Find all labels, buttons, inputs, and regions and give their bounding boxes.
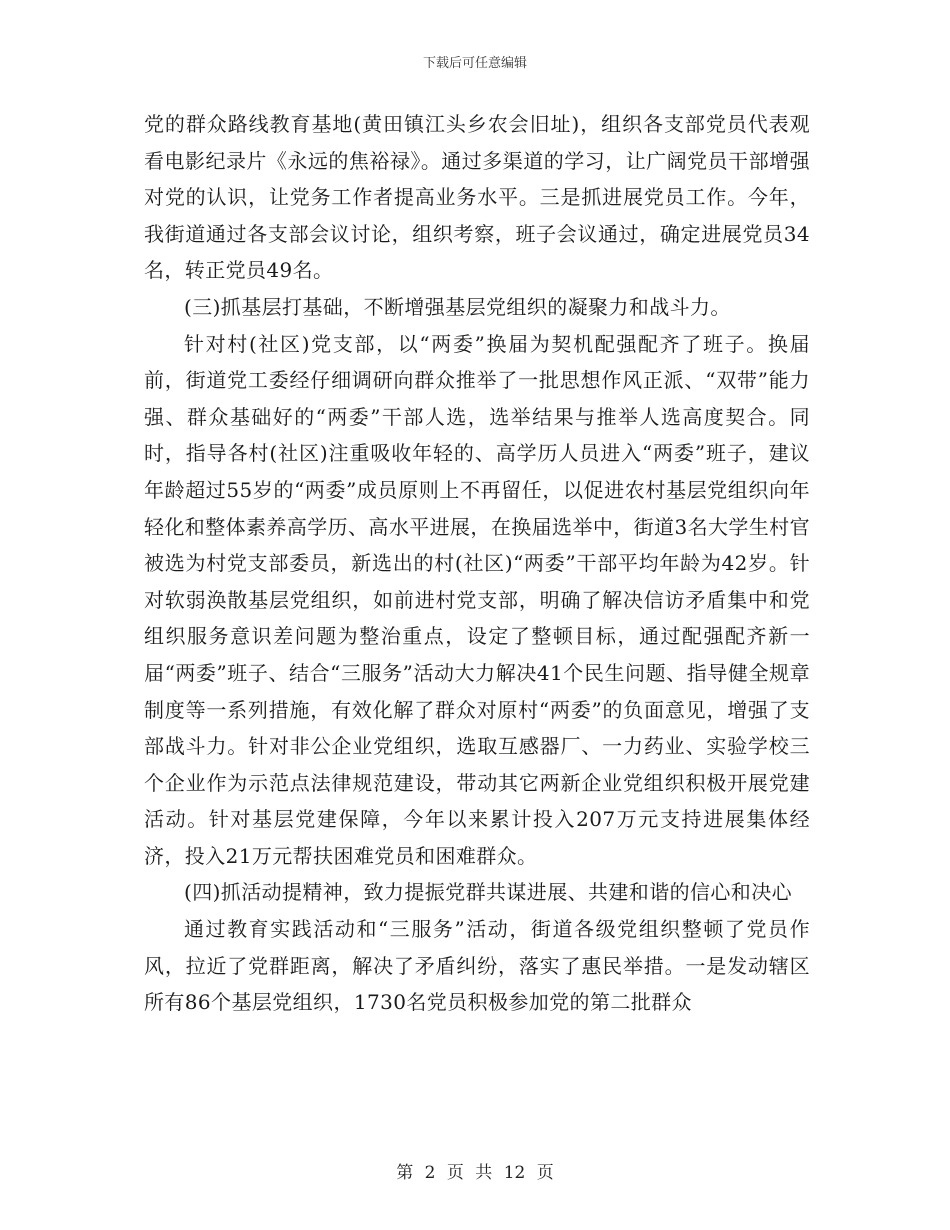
document-body (144, 106, 810, 1021)
paragraph-village-committees: 针对村(社区)党支部，以“两委”换届为契机配强配齐了班子。换届前，街道党工委经仔细调研向群众推举了一批思想作风正派、“双带”能力强、群众基础好的“两委”干部人选，选举结果与推举人选高度契合。同时，指导各村(社区)注重吸收年轻的、高学历人员进入“两委”班子，建议年龄超过55岁的“两委”成员原则上不再留任，以促进农村基层党组织向年轻化和整体素养高学历、高水平进展，在换届选举中，街道3名大学生村官被选为村党支部委员，新选出的村(社区)“两委”干部平均年龄为42岁。针对软弱涣散基层党组织，如前进村党支部，明确了解决信访矛盾集中和党组织服务意识差问题为整治重点，设定了整顿目标，通过配强配齐新一届“两委”班子、结合“三服务”活动大力解决41个民生问题、指导健全规章制度等一系列措施，有效化解了群众对原村“两委”的负面意见，增强了支部战斗力。针对非公企业党组织，选取互感器厂、一力药业、实验学校三个企业作为示范点法律规范建设，带动其它两新企业党组织积极开展党建活动。针对基层党建保障，今年以来累计投入207万元支持进展集体经济，投入21万元帮扶困难党员和困难群众。 (144, 331, 810, 868)
section-heading-3: (三)抓基层打基础，不断增强基层党组织的凝聚力和战斗力。 (184, 294, 731, 319)
page-number-footer: 第 2 页 共 12 页 (396, 1163, 554, 1183)
paragraph-activities: 通过教育实践活动和“三服务”活动，街道各级党组织整顿了党员作风，拉近了党群距离，解决了矛盾纠纷，落实了惠民举措。一是发动辖区所有86个基层党组织，1730名党员积极参加党的第二批群众 (144, 917, 810, 1015)
paragraph-continuation: 党的群众路线教育基地(黄田镇江头乡农会旧址)，组织各支部党员代表观看电影纪录片《永远的焦裕禄》。通过多渠道的学习，让广阔党员干部增强对党的认识，让党务工作者提高业务水平。三是抓进展党员工作。今年，我街道通过各支部会议讨论，组织考察，班子会议通过，确定进展党员34名，转正党员49名。 (144, 112, 810, 283)
page-header: 下载后可任意编辑 (422, 56, 527, 71)
section-heading-4: (四)抓活动提精神，致力提振党群共谋进展、共建和谐的信心和决心 (184, 880, 793, 905)
